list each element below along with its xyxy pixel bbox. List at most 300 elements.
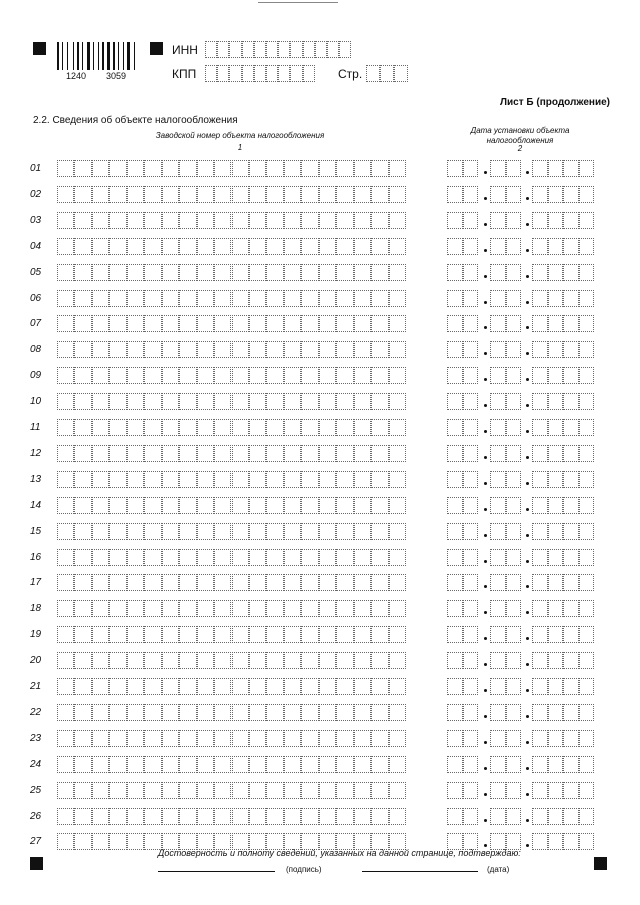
input-cell[interactable]	[563, 652, 579, 669]
input-cell[interactable]	[354, 523, 371, 540]
input-cell[interactable]	[179, 186, 196, 203]
input-cell[interactable]	[179, 341, 196, 358]
input-cell[interactable]	[463, 367, 479, 384]
input-cell[interactable]	[548, 782, 564, 799]
input-cell[interactable]	[109, 497, 126, 514]
input-cell[interactable]	[74, 212, 91, 229]
input-cell[interactable]	[579, 600, 595, 617]
input-cell[interactable]	[389, 290, 406, 307]
input-cell[interactable]	[266, 341, 283, 358]
input-cell[interactable]	[563, 808, 579, 825]
input-cell[interactable]	[214, 730, 231, 747]
input-cell[interactable]	[579, 445, 595, 462]
input-cell[interactable]	[144, 367, 161, 384]
input-cell[interactable]	[249, 730, 266, 747]
input-cell[interactable]	[389, 730, 406, 747]
input-cell[interactable]	[548, 626, 564, 643]
input-cell[interactable]	[447, 238, 463, 255]
input-cell[interactable]	[214, 186, 231, 203]
input-cell[interactable]	[506, 756, 522, 773]
input-cell[interactable]	[301, 471, 318, 488]
input-cell[interactable]	[57, 730, 74, 747]
input-cell[interactable]	[563, 315, 579, 332]
input-cell[interactable]	[232, 341, 249, 358]
input-cell[interactable]	[74, 600, 91, 617]
input-cell[interactable]	[162, 264, 179, 281]
input-cell[interactable]	[490, 678, 506, 695]
input-cell[interactable]	[162, 730, 179, 747]
input-cell[interactable]	[197, 652, 214, 669]
input-cell[interactable]	[319, 626, 336, 643]
input-cell[interactable]	[336, 393, 353, 410]
input-cell[interactable]	[579, 315, 595, 332]
input-cell[interactable]	[319, 160, 336, 177]
input-cell[interactable]	[162, 600, 179, 617]
input-cell[interactable]	[447, 756, 463, 773]
input-cell[interactable]	[109, 730, 126, 747]
input-cell[interactable]	[162, 704, 179, 721]
input-cell[interactable]	[249, 290, 266, 307]
input-cell[interactable]	[506, 238, 522, 255]
input-cell[interactable]	[197, 756, 214, 773]
input-cell[interactable]	[92, 445, 109, 462]
input-cell[interactable]	[284, 419, 301, 436]
input-cell[interactable]	[490, 212, 506, 229]
input-cell[interactable]	[249, 445, 266, 462]
input-cell[interactable]	[301, 212, 318, 229]
input-cell[interactable]	[278, 65, 290, 82]
input-cell[interactable]	[232, 704, 249, 721]
input-cell[interactable]	[563, 393, 579, 410]
input-cell[interactable]	[563, 626, 579, 643]
input-cell[interactable]	[301, 367, 318, 384]
input-cell[interactable]	[92, 704, 109, 721]
input-cell[interactable]	[548, 238, 564, 255]
input-cell[interactable]	[463, 497, 479, 514]
input-cell[interactable]	[92, 341, 109, 358]
input-cell[interactable]	[162, 419, 179, 436]
input-cell[interactable]	[249, 264, 266, 281]
input-cell[interactable]	[490, 652, 506, 669]
input-cell[interactable]	[447, 704, 463, 721]
input-cell[interactable]	[57, 574, 74, 591]
input-cell[interactable]	[232, 393, 249, 410]
input-cell[interactable]	[490, 704, 506, 721]
input-cell[interactable]	[354, 419, 371, 436]
input-cell[interactable]	[463, 393, 479, 410]
input-cell[interactable]	[266, 600, 283, 617]
input-cell[interactable]	[301, 549, 318, 566]
input-cell[interactable]	[389, 574, 406, 591]
input-cell[interactable]	[232, 160, 249, 177]
input-cell[interactable]	[354, 549, 371, 566]
input-cell[interactable]	[371, 290, 388, 307]
input-cell[interactable]	[319, 808, 336, 825]
input-cell[interactable]	[563, 756, 579, 773]
input-cell[interactable]	[463, 678, 479, 695]
input-cell[interactable]	[336, 238, 353, 255]
input-cell[interactable]	[232, 367, 249, 384]
input-cell[interactable]	[389, 419, 406, 436]
input-cell[interactable]	[92, 833, 109, 850]
input-cell[interactable]	[301, 186, 318, 203]
input-cell[interactable]	[74, 678, 91, 695]
input-cell[interactable]	[579, 678, 595, 695]
input-cell[interactable]	[490, 497, 506, 514]
input-cell[interactable]	[162, 367, 179, 384]
input-cell[interactable]	[266, 574, 283, 591]
input-cell[interactable]	[284, 445, 301, 462]
input-cell[interactable]	[490, 186, 506, 203]
input-cell[interactable]	[463, 600, 479, 617]
input-cell[interactable]	[548, 419, 564, 436]
input-cell[interactable]	[92, 264, 109, 281]
input-cell[interactable]	[548, 290, 564, 307]
input-cell[interactable]	[447, 367, 463, 384]
input-cell[interactable]	[109, 341, 126, 358]
input-cell[interactable]	[232, 730, 249, 747]
input-cell[interactable]	[266, 782, 283, 799]
input-cell[interactable]	[389, 704, 406, 721]
input-cell[interactable]	[74, 393, 91, 410]
input-cell[interactable]	[214, 341, 231, 358]
input-cell[interactable]	[301, 238, 318, 255]
input-cell[interactable]	[179, 574, 196, 591]
input-cell[interactable]	[579, 730, 595, 747]
input-cell[interactable]	[232, 212, 249, 229]
input-cell[interactable]	[563, 367, 579, 384]
input-cell[interactable]	[490, 600, 506, 617]
input-cell[interactable]	[162, 186, 179, 203]
input-cell[interactable]	[490, 782, 506, 799]
input-cell[interactable]	[214, 471, 231, 488]
input-cell[interactable]	[447, 212, 463, 229]
input-cell[interactable]	[327, 41, 339, 58]
input-cell[interactable]	[162, 626, 179, 643]
input-cell[interactable]	[109, 238, 126, 255]
input-cell[interactable]	[57, 290, 74, 307]
input-cell[interactable]	[162, 782, 179, 799]
input-cell[interactable]	[254, 65, 266, 82]
input-cell[interactable]	[506, 393, 522, 410]
input-cell[interactable]	[490, 730, 506, 747]
input-cell[interactable]	[217, 65, 229, 82]
input-cell[interactable]	[301, 730, 318, 747]
input-cell[interactable]	[179, 523, 196, 540]
input-cell[interactable]	[319, 419, 336, 436]
input-cell[interactable]	[319, 393, 336, 410]
input-cell[interactable]	[506, 445, 522, 462]
input-cell[interactable]	[179, 471, 196, 488]
input-cell[interactable]	[249, 238, 266, 255]
input-cell[interactable]	[532, 782, 548, 799]
input-cell[interactable]	[179, 808, 196, 825]
input-cell[interactable]	[57, 341, 74, 358]
input-cell[interactable]	[463, 808, 479, 825]
input-cell[interactable]	[371, 626, 388, 643]
input-cell[interactable]	[74, 730, 91, 747]
input-cell[interactable]	[144, 600, 161, 617]
input-cell[interactable]	[371, 186, 388, 203]
input-cell[interactable]	[179, 730, 196, 747]
input-cell[interactable]	[242, 65, 254, 82]
input-cell[interactable]	[284, 497, 301, 514]
input-cell[interactable]	[394, 65, 408, 82]
input-cell[interactable]	[336, 367, 353, 384]
input-cell[interactable]	[336, 549, 353, 566]
input-cell[interactable]	[179, 290, 196, 307]
input-cell[interactable]	[179, 419, 196, 436]
input-cell[interactable]	[92, 471, 109, 488]
input-cell[interactable]	[179, 367, 196, 384]
input-cell[interactable]	[366, 65, 380, 82]
input-cell[interactable]	[579, 419, 595, 436]
input-cell[interactable]	[447, 160, 463, 177]
input-cell[interactable]	[354, 290, 371, 307]
input-cell[interactable]	[447, 393, 463, 410]
input-cell[interactable]	[447, 445, 463, 462]
input-cell[interactable]	[336, 652, 353, 669]
input-cell[interactable]	[354, 367, 371, 384]
input-cell[interactable]	[506, 730, 522, 747]
input-cell[interactable]	[532, 600, 548, 617]
input-cell[interactable]	[232, 471, 249, 488]
input-cell[interactable]	[532, 704, 548, 721]
input-cell[interactable]	[92, 549, 109, 566]
input-cell[interactable]	[319, 497, 336, 514]
input-cell[interactable]	[532, 445, 548, 462]
input-cell[interactable]	[532, 341, 548, 358]
input-cell[interactable]	[532, 212, 548, 229]
input-cell[interactable]	[162, 160, 179, 177]
input-cell[interactable]	[284, 523, 301, 540]
input-cell[interactable]	[463, 704, 479, 721]
input-cell[interactable]	[74, 497, 91, 514]
input-cell[interactable]	[563, 678, 579, 695]
input-cell[interactable]	[242, 41, 254, 58]
input-cell[interactable]	[532, 367, 548, 384]
input-cell[interactable]	[232, 290, 249, 307]
input-cell[interactable]	[57, 756, 74, 773]
input-cell[interactable]	[336, 445, 353, 462]
input-cell[interactable]	[214, 678, 231, 695]
input-cell[interactable]	[266, 445, 283, 462]
input-cell[interactable]	[490, 160, 506, 177]
input-cell[interactable]	[92, 782, 109, 799]
input-cell[interactable]	[162, 471, 179, 488]
input-cell[interactable]	[127, 393, 144, 410]
input-cell[interactable]	[249, 704, 266, 721]
input-cell[interactable]	[319, 471, 336, 488]
input-cell[interactable]	[214, 160, 231, 177]
input-cell[interactable]	[197, 290, 214, 307]
input-cell[interactable]	[354, 315, 371, 332]
input-cell[interactable]	[144, 393, 161, 410]
input-cell[interactable]	[354, 186, 371, 203]
input-cell[interactable]	[563, 704, 579, 721]
input-cell[interactable]	[57, 445, 74, 462]
input-cell[interactable]	[284, 393, 301, 410]
input-cell[interactable]	[266, 730, 283, 747]
input-cell[interactable]	[162, 574, 179, 591]
input-cell[interactable]	[506, 160, 522, 177]
input-cell[interactable]	[92, 212, 109, 229]
input-cell[interactable]	[197, 445, 214, 462]
input-cell[interactable]	[232, 652, 249, 669]
input-cell[interactable]	[179, 445, 196, 462]
input-cell[interactable]	[232, 678, 249, 695]
input-cell[interactable]	[127, 367, 144, 384]
input-cell[interactable]	[179, 497, 196, 514]
input-cell[interactable]	[371, 264, 388, 281]
input-cell[interactable]	[232, 756, 249, 773]
input-cell[interactable]	[301, 626, 318, 643]
input-cell[interactable]	[301, 523, 318, 540]
input-cell[interactable]	[319, 704, 336, 721]
input-cell[interactable]	[162, 523, 179, 540]
input-cell[interactable]	[162, 238, 179, 255]
input-cell[interactable]	[506, 600, 522, 617]
input-cell[interactable]	[249, 367, 266, 384]
input-cell[interactable]	[579, 264, 595, 281]
input-cell[interactable]	[232, 238, 249, 255]
input-cell[interactable]	[214, 600, 231, 617]
input-cell[interactable]	[197, 497, 214, 514]
input-cell[interactable]	[506, 497, 522, 514]
input-cell[interactable]	[249, 471, 266, 488]
input-cell[interactable]	[144, 160, 161, 177]
input-cell[interactable]	[92, 497, 109, 514]
input-cell[interactable]	[214, 367, 231, 384]
input-cell[interactable]	[339, 41, 351, 58]
input-cell[interactable]	[463, 756, 479, 773]
input-cell[interactable]	[301, 652, 318, 669]
input-cell[interactable]	[371, 419, 388, 436]
input-cell[interactable]	[162, 497, 179, 514]
input-cell[interactable]	[278, 41, 290, 58]
input-cell[interactable]	[266, 65, 278, 82]
input-cell[interactable]	[447, 315, 463, 332]
input-cell[interactable]	[109, 471, 126, 488]
input-cell[interactable]	[579, 212, 595, 229]
input-cell[interactable]	[284, 808, 301, 825]
input-cell[interactable]	[179, 264, 196, 281]
input-cell[interactable]	[548, 833, 564, 850]
input-cell[interactable]	[197, 600, 214, 617]
input-cell[interactable]	[57, 471, 74, 488]
input-cell[interactable]	[249, 652, 266, 669]
input-cell[interactable]	[92, 367, 109, 384]
input-cell[interactable]	[506, 574, 522, 591]
input-cell[interactable]	[389, 652, 406, 669]
input-cell[interactable]	[354, 782, 371, 799]
input-cell[interactable]	[371, 341, 388, 358]
input-cell[interactable]	[144, 290, 161, 307]
input-cell[interactable]	[319, 315, 336, 332]
input-cell[interactable]	[532, 678, 548, 695]
input-cell[interactable]	[319, 445, 336, 462]
input-cell[interactable]	[563, 730, 579, 747]
input-cell[interactable]	[563, 419, 579, 436]
input-cell[interactable]	[127, 160, 144, 177]
input-cell[interactable]	[266, 497, 283, 514]
input-cell[interactable]	[463, 523, 479, 540]
input-cell[interactable]	[319, 678, 336, 695]
input-cell[interactable]	[214, 523, 231, 540]
input-cell[interactable]	[214, 704, 231, 721]
input-cell[interactable]	[354, 238, 371, 255]
input-cell[interactable]	[447, 600, 463, 617]
input-cell[interactable]	[109, 574, 126, 591]
input-cell[interactable]	[162, 290, 179, 307]
input-cell[interactable]	[74, 523, 91, 540]
input-cell[interactable]	[548, 808, 564, 825]
input-cell[interactable]	[563, 290, 579, 307]
input-cell[interactable]	[144, 264, 161, 281]
input-cell[interactable]	[249, 341, 266, 358]
input-cell[interactable]	[548, 574, 564, 591]
input-cell[interactable]	[354, 626, 371, 643]
input-cell[interactable]	[463, 782, 479, 799]
input-cell[interactable]	[266, 186, 283, 203]
input-cell[interactable]	[354, 264, 371, 281]
input-cell[interactable]	[74, 315, 91, 332]
input-cell[interactable]	[290, 41, 302, 58]
input-cell[interactable]	[179, 238, 196, 255]
input-cell[interactable]	[57, 626, 74, 643]
input-cell[interactable]	[127, 341, 144, 358]
input-cell[interactable]	[232, 574, 249, 591]
input-cell[interactable]	[57, 497, 74, 514]
input-cell[interactable]	[144, 341, 161, 358]
input-cell[interactable]	[214, 264, 231, 281]
input-cell[interactable]	[389, 445, 406, 462]
input-cell[interactable]	[197, 523, 214, 540]
input-cell[interactable]	[447, 523, 463, 540]
input-cell[interactable]	[57, 264, 74, 281]
input-cell[interactable]	[284, 471, 301, 488]
input-cell[interactable]	[214, 393, 231, 410]
input-cell[interactable]	[532, 833, 548, 850]
input-cell[interactable]	[232, 549, 249, 566]
input-cell[interactable]	[74, 186, 91, 203]
input-cell[interactable]	[284, 549, 301, 566]
input-cell[interactable]	[301, 290, 318, 307]
input-cell[interactable]	[162, 393, 179, 410]
input-cell[interactable]	[127, 652, 144, 669]
input-cell[interactable]	[266, 808, 283, 825]
input-cell[interactable]	[463, 290, 479, 307]
input-cell[interactable]	[389, 315, 406, 332]
signature-line[interactable]	[158, 871, 275, 872]
input-cell[interactable]	[74, 626, 91, 643]
input-cell[interactable]	[57, 186, 74, 203]
input-cell[interactable]	[548, 523, 564, 540]
input-cell[interactable]	[109, 315, 126, 332]
input-cell[interactable]	[229, 41, 241, 58]
input-cell[interactable]	[57, 212, 74, 229]
input-cell[interactable]	[197, 315, 214, 332]
input-cell[interactable]	[371, 315, 388, 332]
input-cell[interactable]	[232, 523, 249, 540]
input-cell[interactable]	[548, 730, 564, 747]
input-cell[interactable]	[266, 212, 283, 229]
input-cell[interactable]	[563, 600, 579, 617]
input-cell[interactable]	[579, 704, 595, 721]
input-cell[interactable]	[354, 212, 371, 229]
input-cell[interactable]	[354, 341, 371, 358]
input-cell[interactable]	[447, 341, 463, 358]
